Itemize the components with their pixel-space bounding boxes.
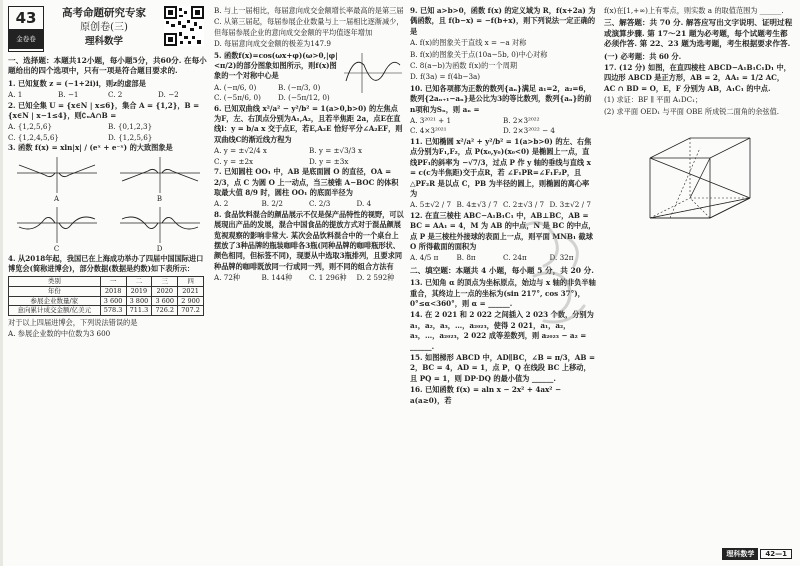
option-d: D. 32π [549,253,574,263]
option-b: B. f(x)的图象关于点(10a−5b, 0)中心对称 [410,49,548,59]
question-5: 5. 函数f(x)=cos(ωx+φ)(ω>0,|φ|<π/2)的部分图象如图所示，则f(x)图象的一个对称中心是 [214,50,338,81]
table-cell: 3 600 [100,296,126,306]
badge [8,6,44,52]
exam-header [8,6,208,54]
column-1 [8,6,208,341]
option-b: B. (−π/3, 0) [278,82,321,92]
option-a: A. 2 [214,199,229,209]
question-8: 8. 食品饮料混合的颜品展示不仅是保产品特性的视野，可以展现出产品的发展，混合中国食品的提放方式对于混品颜展览视观察的影响非常大. 某次会品饮料混合中的一个桌台上摆放了3种品牌的瓶装咖啡各3瓶(同种品牌的咖啡瓶形状、颜色相同，但标签不同)，现要从中选取3瓶排列，且要求同种品牌的咖啡既放同一行或同一列，则不同的组合方法有 [214,209,404,271]
question-12-options [410,253,596,263]
graph-a-plot [15,155,99,195]
question-13: 13. 已知角 α 的顶点为坐标原点，始边与 x 轴的非负半轴重合，其终边上一点的坐标为(sin 217°, cos 37°)，0°≤α<360°，则 α = ______. [410,278,596,308]
table-row [9,296,204,306]
question-4-option-b: B. 与上一届相比，每届意向成交金额增长率最高的是第三届 [214,6,404,15]
qr-code-icon [164,6,204,46]
table-cell: 一 [100,277,126,287]
option-b: B. 2×3²⁰²² [503,116,540,126]
page-footer [722,548,792,560]
question-16-continued: f(x)在[1,+∞)上有零点，则实数 a 的取值范围为 ______. [604,6,784,15]
table-cell: 意向累计成交金额/亿美元 [9,306,101,316]
question-3: 3. 函数 f(x) = xln|x| / (eˣ + e⁻ˣ) 的大致图象是 [8,143,173,153]
column-2 [214,6,404,284]
question-11: 11. 已知椭圆 x²/a² + y²/b² = 1(a>b>0) 的左、右焦点分别为F₁,F₂，点 P(x₀,y₀)(x₀<0) 是椭圆上一点，直线PF₁的斜率为 −√7/3，过点 P 作 y 轴的垂线与直线 x = c(c为半焦距)交于点R，若 ∠F₁PR=∠F₁F₂P，且 △PF₂R 是以点 C，PB 为半径的圆上，则椭圆的离心率为 [410,136,592,198]
question-6: 6. 已知双曲线 x²/a² − y²/b² = 1(a>0,b>0) 的左焦点为F，左、右顶点分别为A₁,A₂，且若半焦距 2a，点E在直线l：y = b/a x 交于点E，若E,A₂E 恰好平分∠A₂EF，则双曲线C的渐近线方程为 [214,103,403,144]
page-edge [0,0,3,566]
table-cell: 2019 [126,287,152,297]
option-b: B. 4±√3 / 7 [456,200,498,210]
table-cell: 726.2 [152,306,178,316]
graph-d [111,205,208,254]
table-cell: 年份 [9,287,101,297]
option-d: D. y = ±3x [309,156,349,166]
table-cell: 2 900 [178,296,204,306]
subsection-required: (一) 必考题：共 60 分. [604,51,682,61]
table-cell: 类别 [9,277,101,287]
question-7-options [214,199,404,209]
table-cell: 二 [126,277,152,287]
graph-b [111,155,208,204]
option-c: C. y = ±2x [214,156,254,166]
question-2-options [8,122,208,143]
option-a: A. 72种 [214,273,241,283]
footer-subject: 理科数学 [722,548,758,560]
question-1: 1. 已知复数 z = (−1+2i)i，则z的虚部是 [8,78,146,88]
option-a: A. 1 [8,90,23,100]
option-b: B. 2/2 [261,199,283,209]
cosine-graph [342,51,404,95]
option-a: A. f(x)的图象关于直线 x = −a 对称 [410,38,527,48]
question-8-options [214,273,404,283]
question-7: 7. 已知圆柱 OO₁ 中，AB 是底面圆 O 的直径，OA = 2/3，点 C 为圆 O 上一动点，当三棱锥 A−BOC 的体积取最大值 8/9 时，圆柱 OO₁ 的底面半径为 [214,167,399,197]
graph-c-plot [15,205,99,245]
table-cell: 参展企业数量/家 [9,296,101,306]
table-row [9,277,204,287]
option-c: C. 1 296种 [309,273,347,283]
option-c: C. (−5π/6, 0) [214,93,261,103]
graph-a-label: A [53,194,60,203]
footer-page-number: 42—1 [760,549,792,559]
table-cell: 711.3 [126,306,152,316]
table-cell: 三 [152,277,178,287]
exam-title [52,6,156,49]
question-4-option-d: D. 每届意向成交金额的极差为147.9 [214,39,331,49]
graph-d-plot [118,205,202,245]
section-1-heading: 一、选择题：本题共12小题，每小题5分，共60分. 在每小题给出的四个选项中，只有一项是符合题目要求的. [8,56,207,76]
question-17-part-2: (2) 求平面 OED₁ 与平面 OBE 所成锐二面角的余弦值. [604,106,780,116]
option-b: B. −1 [58,90,79,100]
graph-b-label: B [156,194,163,203]
question-16: 16. 已知函数 f(x) = aln x − 2x² + 4ax² − a(a≥0)，若 [410,385,561,405]
graph-c [8,205,105,254]
table-cell: 3 800 [126,296,152,306]
question-10-options [410,116,596,137]
question-11-options [410,200,596,210]
table-row [9,287,204,297]
badge-number: 43 [9,7,43,30]
option-b: B. 144种 [261,273,293,283]
table-row [9,306,204,316]
option-c: C. 2/3 [309,199,331,209]
option-a: A. 5±√2 / 7 [410,200,452,210]
question-5-options [214,83,342,104]
option-a: A. y = ±√2/4 x [214,146,267,156]
table-cell: 2020 [152,287,178,297]
question-2: 2. 已知全集 U = {x∈N | x≤6}，集合 A = {1,2}，B = {x∈N | x−1≤4}，则∁ᵤA∩B = [8,100,200,121]
section-2-heading: 二、填空题：本题共 4 小题，每小题 5 分，共 20 分. [410,265,594,275]
option-c: C. 2 [108,90,123,100]
option-a: A. 4/5 π [410,253,439,263]
table-cell: 2021 [178,287,204,297]
question-14: 14. 在 2 021 和 2 022 之间插入 2 023 个数，分别为 a₁，a₂，a₃，…，a₂₀₂₃，使得 2 021，a₁，a₂，a₃，…，a₂₀₂₃，2 022 成等差数列，则 a₂₀₂₃ − a₂ = ______. [410,310,594,351]
table-cell: 578.3 [100,306,126,316]
option-a: A. 3²⁰²¹ + 1 [410,116,452,126]
option-d: D. 4 [356,199,372,209]
option-d: D. 2×3²⁰²² − 4 [503,126,555,136]
prism-diagram [640,128,770,228]
option-c: C. 24π [503,253,527,263]
table-cell: 707.2 [178,306,204,316]
graph-b-plot [118,155,202,195]
question-10: 10. 已知各项都为正数的数列{aₙ}满足 a₁=2，a₂=6，数列{2aₙ₊₁−aₙ}是公比为3的等比数列，数列{aₙ}的前n项和为Sₙ，则 aₙ = [410,83,592,114]
option-d: D. 2 592种 [356,273,395,283]
option-d: D. −2 [158,90,179,100]
title-line-3: 理科数学 [84,36,123,47]
graph-d-label: D [156,244,163,253]
question-3-graphs [8,155,208,254]
question-4: 4. 从2018年起，我国已在上海成功举办了四届中国国际进口博览会(简称进博会)，部分数据(数据是约数)如下表所示： [8,253,204,274]
question-9: 9. 已知 a>b>0，函数 f(x) 的定义域为 R，f(x+2a) 为偶函数，且 f(b−x) = −f(b+x)，则下列说法一定正确的是 [410,6,596,36]
table-cell: 3 600 [152,296,178,306]
question-6-options [214,146,404,167]
question-17-part-1: (1) 求证：BF ∥ 平面 A₁DC₁； [604,95,703,105]
question-12: 12. 在直三棱柱 ABC−A₁B₁C₁ 中，AB⊥BC，AB = BC = AA₁ = 4，M 为 AB 的中点，N 是 BC 的中点，点 P 是三棱柱外接球的表面上一点，则平面 MNB₁ 截球 O 所得截面的面积为 [410,210,596,251]
option-c: C. 2±√3 / 7 [503,200,545,210]
option-c: C. 4×3²⁰²¹ [410,126,447,136]
section-3-heading: 三、解答题：共 70 分. 解答应写出文字说明、证明过程或演算步骤. 第 17～21 题为必考题，每个试题考生都必须作答. 第 22、23 题为选考题，考生根据要求作答. [604,18,793,49]
column-4 [604,6,794,231]
graph-c-label: C [53,244,60,253]
graph-a [8,155,105,204]
title-line-1: 高考命题研究专家 [62,7,146,19]
question-4-option-a: A. 参展企业数的中位数为3 600 [8,329,111,339]
expo-table [8,276,204,315]
table-cell: 2018 [100,287,126,297]
option-b: B. 8π [456,253,476,263]
question-15: 15. 如图梯形 ABCD 中，AD∥BC，∠B = π/3，AB = 2，BC = 4，AD = 1，点 P，Q 在线段 BC 上移动，且 PQ = 1，则 DP·DQ 的最小值为 ______. [410,353,595,383]
question-5-block [214,51,404,104]
option-b: B. {0,1,2,3} [108,122,153,132]
option-c: C. {1,2,4,5,6} [8,132,59,142]
question-4-prompt: 对于以上四届进博会，下列说法错误的是 [8,317,138,327]
question-17: 17. (12 分) 如图，在直四棱柱 ABCD−A₁B₁C₁D₁ 中，四边形 ABCD 是正方形，AB = 2，AA₁ = 1/2 AC，AC ∩ BD = O，E，F 分别为 AB，A₁C₁ 的中点. [604,63,791,93]
option-a: A. {1,2,5,6} [8,122,53,132]
option-c: C. 8(a−b)为函数 f(x)的一个周期 [410,61,518,71]
option-d: D. (−5π/12, 0) [278,93,330,103]
option-a: A. (−π/6, 0) [214,82,257,92]
option-d: D. f(3a) = f(4b−3a) [410,72,481,82]
badge-sub: 金卷卷 [9,30,43,49]
question-4-option-c: C. 从第三届起，每届参展企业数量与上一届相比逐渐减少，但每届参展企业的意向成交金额的平均值逐年增加 [214,17,404,37]
option-b: B. y = ±√3/3 x [309,146,363,156]
question-1-options [8,90,208,100]
title-line-2: 原创卷(三) [80,22,128,33]
option-d: D. {1,2,5,6} [108,132,153,142]
table-cell: 四 [178,277,204,287]
option-d: D. 3±√2 / 7 [549,200,591,210]
column-3 [410,6,596,407]
